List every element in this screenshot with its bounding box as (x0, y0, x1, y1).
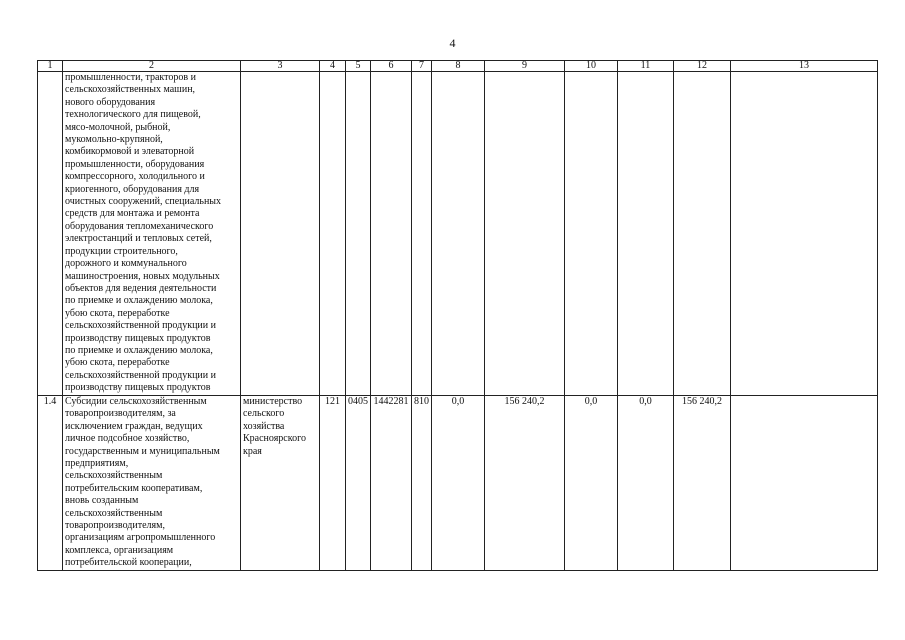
empty-cell (320, 72, 346, 396)
description-line: продукции строительного, (65, 245, 178, 257)
amount-cell: 156 240,2 (674, 396, 731, 571)
description-line: личное подсобное хозяйство, (65, 433, 190, 445)
header-cell: 1 (38, 61, 63, 72)
description-line: сельскохозяйственных машин, (65, 84, 196, 96)
page-number: 4 (449, 36, 456, 50)
description-line: криогенного, оборудования для (65, 183, 200, 195)
description-line: сельскохозяйственным (65, 507, 163, 519)
description-line: вновь созданным (65, 495, 139, 507)
amount-cell: 0,0 (432, 396, 485, 571)
header-cell: 4 (320, 61, 346, 72)
description-cell (63, 72, 241, 396)
code-cell: 0405 (346, 396, 371, 571)
code-cell: 810 (412, 396, 432, 571)
note-cell (731, 396, 878, 571)
header-cell: 12 (674, 61, 731, 72)
empty-cell (731, 72, 878, 396)
administrator-line: министерство (243, 396, 303, 407)
description-line: объектов для ведения деятельности (65, 282, 217, 294)
description-line: сельскохозяйственным (65, 470, 163, 482)
administrator-line: хозяйства (243, 420, 285, 432)
description-line: технологического для пищевой, (65, 109, 201, 121)
description-line: по приемке и охлаждению молока, (65, 344, 213, 356)
row-number-cell (38, 72, 63, 396)
description-line: исключением граждан, ведущих (65, 420, 203, 432)
description-line: предприятиям, (65, 458, 129, 470)
description-line: сельскохозяйственной продукции и (65, 369, 216, 381)
empty-cell (674, 72, 731, 396)
header-cell: 6 (371, 61, 412, 72)
description-line: комбикормовой и элеваторной (65, 146, 195, 158)
administrator-line: сельского (243, 408, 285, 420)
header-cell: 9 (485, 61, 565, 72)
administrator-cell (241, 396, 320, 571)
table-row-continuation (38, 72, 878, 396)
description-line: сельскохозяйственной продукции и (65, 320, 216, 332)
header-cell: 5 (346, 61, 371, 72)
description-line: электростанций и тепловых сетей, (65, 233, 212, 245)
empty-cell (565, 72, 618, 396)
description-line: компрессорного, холодильного и (65, 171, 205, 183)
empty-cell (412, 72, 432, 396)
administrator-line: края (243, 445, 262, 457)
description-line: потребительской кооперации, (65, 557, 192, 569)
description-line: промышленности, оборудования (65, 158, 205, 170)
amount-cell: 0,0 (618, 396, 674, 571)
description-line: промышленности, тракторов и (65, 72, 196, 83)
header-cell: 10 (565, 61, 618, 72)
empty-cell (618, 72, 674, 396)
header-cell: 7 (412, 61, 432, 72)
description-line: дорожного и коммунального (65, 258, 187, 270)
description-cell (63, 396, 241, 571)
budget-table (37, 60, 878, 571)
description-line: государственным и муниципальным (65, 445, 220, 457)
empty-cell (241, 72, 320, 396)
description-line: нового оборудования (65, 96, 156, 108)
row-number-cell: 1.4 (38, 396, 63, 571)
description-line: товаропроизводителям, (65, 520, 165, 532)
description-line: очистных сооружений, специальных (65, 196, 222, 208)
description-line: Субсидии сельскохозяйственным (65, 396, 207, 407)
description-line: потребительским кооперативам, (65, 482, 203, 494)
description-line: производству пищевых продуктов (65, 332, 211, 344)
description-line: убою скота, переработке (65, 307, 170, 319)
code-cell: 121 (320, 396, 346, 571)
description-line: по приемке и охлаждению молока, (65, 295, 213, 307)
description-line: средств для монтажа и ремонта (65, 208, 200, 220)
header-cell: 2 (63, 61, 241, 72)
description-line: мясо-молочной, рыбной, (65, 121, 171, 133)
header-cell: 3 (241, 61, 320, 72)
code-cell: 1442281 (371, 396, 412, 571)
description-line: организациям агропромышленного (65, 532, 216, 544)
empty-cell (432, 72, 485, 396)
table-row-1-4 (38, 396, 878, 571)
description-line: мукомольно-крупяной, (65, 134, 163, 146)
description-line: товаропроизводителям, за (65, 408, 176, 420)
description-line: убою скота, переработке (65, 357, 170, 369)
header-cell: 13 (731, 61, 878, 72)
description-line: производству пищевых продуктов (65, 382, 211, 394)
header-cell: 11 (618, 61, 674, 72)
administrator-line: Красноярского (243, 433, 306, 445)
amount-cell: 0,0 (565, 396, 618, 571)
empty-cell (371, 72, 412, 396)
empty-cell (346, 72, 371, 396)
table-header-row (38, 61, 878, 72)
description-line: оборудования тепломеханического (65, 220, 214, 232)
header-cell: 8 (432, 61, 485, 72)
amount-cell: 156 240,2 (485, 396, 565, 571)
description-line: комплекса, организациям (65, 544, 174, 556)
empty-cell (485, 72, 565, 396)
description-line: машиностроения, новых модульных (65, 270, 220, 282)
